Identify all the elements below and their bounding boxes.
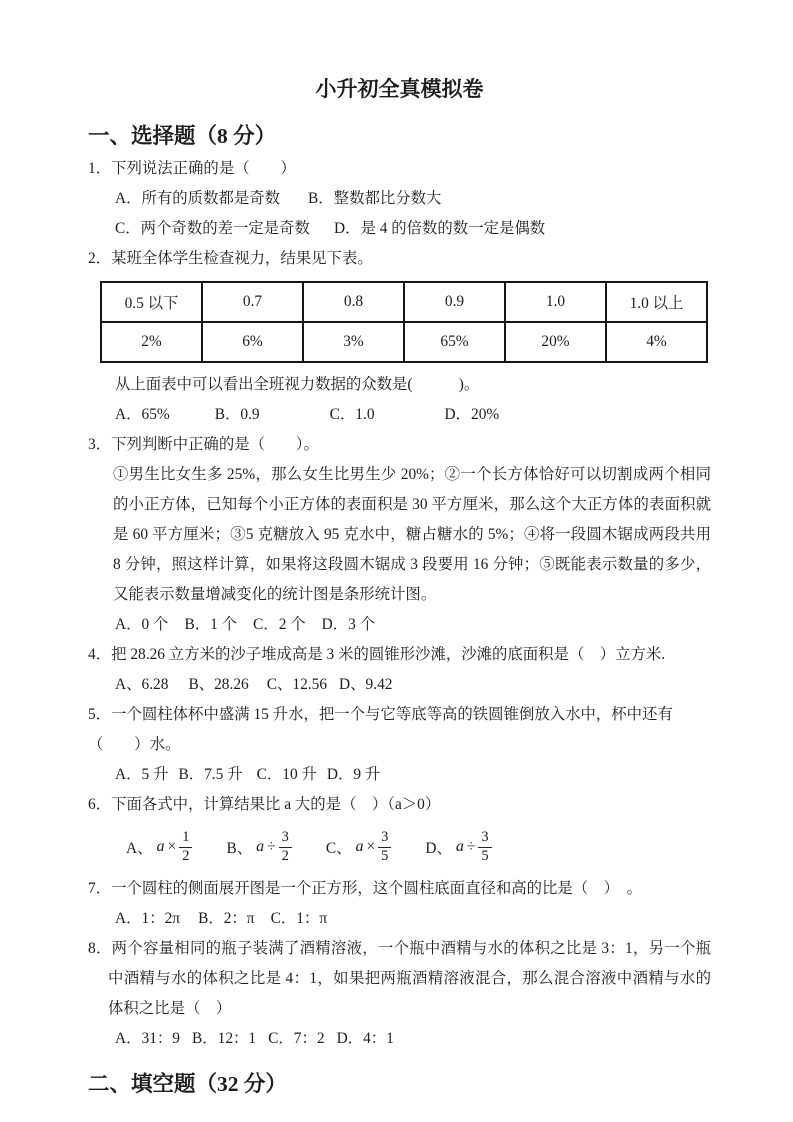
q3-option-d: D．3 个 [321,616,376,633]
question-8-stem: 8．两个容量相同的瓶子装满了酒精溶液，一个瓶中酒精与水的体积之比是 3：1，另一个瓶中酒精与水的体积之比是 4：1，如果把两瓶酒精溶液混合，那么混合溶液中酒精与水的体积之比是（ ） [88,940,711,1017]
q6-option-a [126,830,192,863]
q8-option-a: A．31：9 [115,1030,180,1047]
fraction-numerator: 1 [179,830,192,847]
table-header-cell: 0.9 [404,282,505,322]
question-4-options [88,670,711,700]
page-title: 小升初全真模拟卷 [315,77,484,101]
math-variable: a [156,838,165,855]
question-3-stem: 3．下列判断中正确的是（ ）。 [88,436,319,453]
q6-option-b [226,830,291,863]
multiply-operator: × [167,838,177,855]
fraction [179,830,192,863]
q5-option-b: B．7.5 升 [178,766,243,783]
q6-option-b-label: B、 [226,840,253,857]
question-7-stem: 7．一个圆柱的侧面展开图是一个正方形，这个圆柱底面直径和高的比是（ ） 。 [88,880,643,897]
q2-option-d: D．20% [444,406,500,423]
q6-option-a-label: A、 [126,840,153,857]
question-2-options [88,400,711,430]
q6-option-d [425,830,491,863]
q7-option-a: A．1：2π [115,910,181,927]
fraction-numerator: 3 [279,830,292,847]
q8-option-c: C．7：2 [268,1030,325,1047]
table-row [101,282,707,322]
q6-option-c-label: C、 [325,840,352,857]
table-value-cell: 3% [303,322,404,362]
question-6-stem: 6．下面各式中，计算结果比 a 大的是（ ）（a＞0） [88,796,441,813]
table-value-cell: 6% [202,322,303,362]
divide-operator: ÷ [267,838,276,855]
table-value-cell: 4% [606,322,707,362]
question-2-stem: 2．某班全体学生检查视力，结果见下表。 [88,250,373,267]
question-2-subtext: 从上面表中可以看出全班视力数据的众数是( )。 [115,376,480,393]
q5-option-d: D．9 升 [326,766,381,783]
fraction [478,830,491,863]
fraction-numerator: 3 [378,830,391,847]
section-heading-choice: 一、选择题（8 分） [88,124,277,148]
fraction-denominator: 5 [381,847,389,864]
q7-option-b: B．2：π [198,910,255,927]
q1-option-b: B．整数都比分数大 [308,190,442,207]
question-1-options-row-1 [88,184,711,214]
q4-option-a: A、6.28 [115,676,169,693]
question-3-options [88,610,711,640]
q1-option-a: A．所有的质数都是奇数 [115,190,281,207]
math-variable: a [256,838,265,855]
question-5-stem: 5．一个圆柱体杯中盛满 15 升水，把一个与它等底等高的铁圆锥倒放入水中，杯中还有（ ）水。 [88,706,673,753]
question-1-options-row-2 [88,214,711,244]
q3-option-b: B．1 个 [184,616,238,633]
q1-option-c: C．两个奇数的差一定是奇数 [115,220,310,237]
table-value-cell: 65% [404,322,505,362]
q8-option-d: D．4：1 [336,1030,394,1047]
q8-option-b: B．12：1 [191,1030,257,1047]
divide-operator: ÷ [466,838,476,855]
q2-option-a: A．65% [115,406,170,423]
q6-option-d-label: D、 [425,840,452,857]
q5-option-c: C．10 升 [256,766,317,783]
section-heading-fill-blank: 二、填空题（32 分） [88,1072,287,1096]
question-6-options [88,820,711,874]
table-header-cell: 0.8 [303,282,404,322]
multiply-operator: × [366,838,376,855]
q5-option-a: A．5 升 [115,766,169,783]
table-header-cell: 0.5 以下 [101,282,202,322]
math-variable: a [355,838,364,855]
table-header-cell: 1.0 以上 [606,282,707,322]
question-8-options [88,1024,711,1054]
fraction [279,830,292,863]
table-value-cell: 2% [101,322,202,362]
vision-statistics-table [100,281,708,363]
q1-option-d: D．是 4 的倍数的数一定是偶数 [333,220,546,237]
fraction-denominator: 2 [182,847,190,864]
question-3-body: ①男生比女生多 25%，那么女生比男生少 20%；②一个长方体恰好可以切割成两个相同的小正方体，已知每个小正方体的表面积是 30 平方厘米，那么这个大正方体的表面积就是 60 平方厘米；③5 克糖放入 95 克水中，糖占糖水的 5%；④将一段圆木锯成两段共用 8 分钟，照这样计算，如果将这段圆木锯成 3 段要用 16 分钟；⑤既能表示数量的多少，又能表示数量增减变化的统计图是条形统计图。 [113,466,711,603]
q7-option-c: C．1：π [270,910,328,927]
fraction-denominator: 5 [481,847,489,864]
table-row [101,322,707,362]
q2-option-b: B．0.9 [214,406,260,423]
question-5-options [88,760,711,790]
q4-option-c: C、12.56 [266,676,328,693]
math-variable: a [455,838,464,855]
q3-option-c: C．2 个 [253,616,306,633]
question-7-options [88,904,711,934]
fraction-denominator: 2 [281,847,289,864]
q4-option-b: B、28.26 [188,676,249,693]
table-header-cell: 0.7 [202,282,303,322]
q6-option-c [326,830,392,863]
q3-option-a: A．0 个 [115,616,169,633]
fraction [378,830,391,863]
question-4-stem: 4．把 28.26 立方米的沙子堆成高是 3 米的圆锥形沙滩，沙滩的底面积是（ ）立方米. [88,646,666,663]
table-value-cell: 20% [505,322,606,362]
q4-option-d: D、9.42 [339,676,393,693]
q2-option-c: C．1.0 [329,406,375,423]
question-1-stem: 1．下列说法正确的是（ ） [88,160,296,177]
table-header-cell: 1.0 [505,282,606,322]
fraction-numerator: 3 [478,830,491,847]
